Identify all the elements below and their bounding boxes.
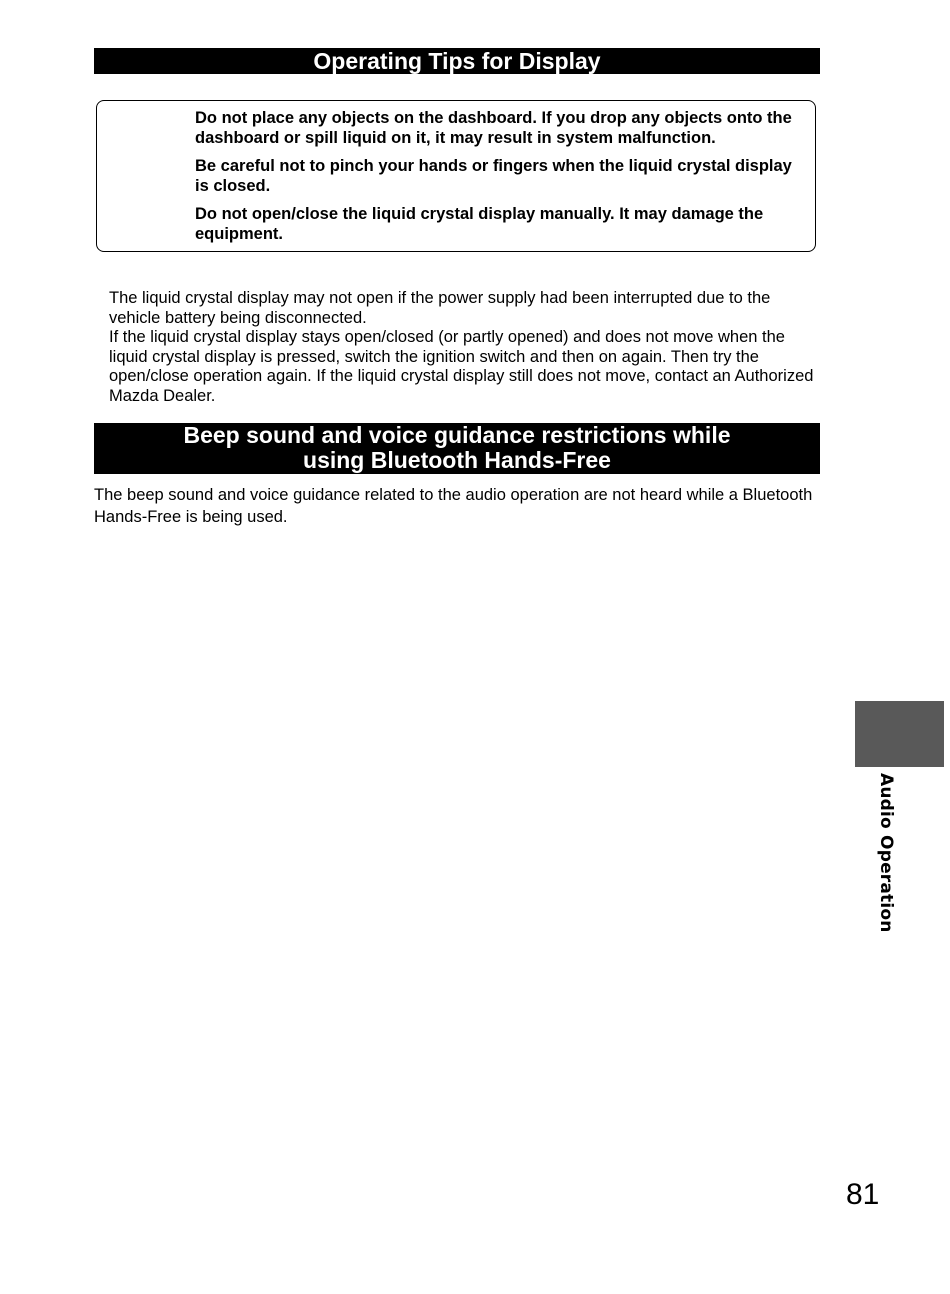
note-paragraph: If the liquid crystal display stays open/closed (or partly opened) and does not move when the liquid crystal display is pressed, switch the ignition switch and then on again. Then try the open/close operation again. If the liquid crystal display still does not move, contact an Authorized Mazda Dealer. <box>109 328 814 405</box>
section-title-line: Beep sound and voice guidance restrictions while <box>183 422 731 448</box>
section-title-operating-tips: Operating Tips for Display <box>94 48 820 74</box>
caution-item: Do not place any objects on the dashboard. If you drop any objects onto the dashboard or spill liquid on it, it may result in system malfunction. <box>195 109 792 147</box>
section-title-beep-restrictions <box>94 423 820 474</box>
caution-item: Be careful not to pinch your hands or fingers when the liquid crystal display is closed. <box>195 157 792 195</box>
caution-box <box>96 100 816 252</box>
chapter-tab-marker <box>855 701 944 767</box>
page-number: 81 <box>846 1178 880 1211</box>
beep-body-text: The beep sound and voice guidance related to the audio operation are not heard while a Bluetooth Hands-Free is being used. <box>94 486 813 526</box>
chapter-tab-label: Audio Operation <box>876 773 896 933</box>
note-paragraph: The liquid crystal display may not open if the power supply had been interrupted due to the vehicle battery being disconnected. <box>109 289 771 327</box>
section-title-line: using Bluetooth Hands-Free <box>303 447 611 473</box>
note-block <box>109 289 821 407</box>
caution-item: Do not open/close the liquid crystal display manually. It may damage the equipment. <box>195 205 764 243</box>
